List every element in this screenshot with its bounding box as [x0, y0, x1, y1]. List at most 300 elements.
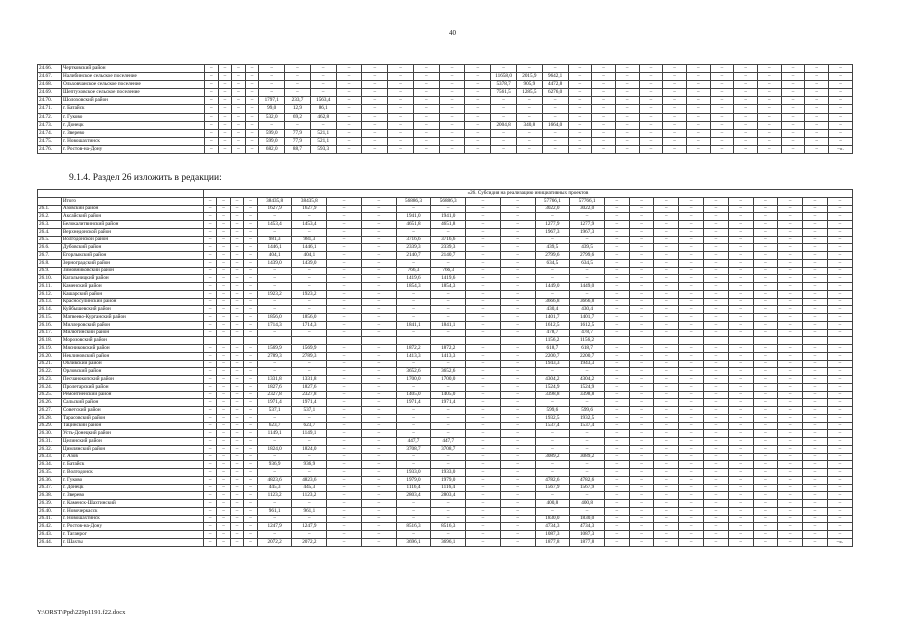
value-cell: – [728, 438, 753, 446]
value-cell: 3666,8 [535, 298, 570, 306]
value-cell: 4304,2 [535, 376, 570, 384]
table-row [38, 321, 853, 329]
value-cell: – [500, 306, 535, 314]
value-cell: – [704, 236, 729, 244]
value-cell: – [604, 407, 629, 415]
value-cell: – [516, 113, 542, 121]
value-cell: – [217, 368, 230, 376]
value-cell: – [230, 345, 243, 353]
value-cell: – [203, 267, 216, 275]
value-cell: 3696,1 [396, 538, 431, 546]
value-cell: – [230, 236, 243, 244]
value-cell: – [734, 113, 758, 121]
value-cell: – [203, 538, 216, 546]
value-cell: – [778, 531, 803, 539]
value-cell: – [704, 523, 729, 531]
value-cell: – [230, 438, 243, 446]
value-cell: – [396, 329, 431, 337]
value-cell: – [244, 376, 257, 384]
value-cell: – [654, 197, 679, 205]
value-cell: – [310, 121, 336, 129]
value-cell: – [827, 283, 852, 291]
value-cell: – [230, 399, 243, 407]
value-cell: – [803, 492, 828, 500]
row-name: г. Ростов-на-Дону [61, 523, 203, 531]
value-cell: – [654, 283, 679, 291]
value-cell: – [592, 81, 616, 89]
value-cell: – [604, 298, 629, 306]
value-cell: – [230, 252, 243, 260]
value-cell: – [232, 105, 246, 113]
value-cell: – [803, 345, 828, 353]
value-cell: – [654, 376, 679, 384]
value-cell: – [604, 306, 629, 314]
value-cell: – [217, 236, 230, 244]
value-cell: 634,5 [570, 259, 605, 267]
value-cell: – [604, 430, 629, 438]
value-cell: – [388, 137, 414, 145]
value-cell: 3089,2 [570, 453, 605, 461]
value-cell: – [500, 329, 535, 337]
value-cell: – [491, 129, 517, 137]
value-cell: 1569,9 [292, 345, 327, 353]
value-cell: 521,1 [310, 129, 336, 137]
value-cell: – [629, 445, 654, 453]
value-cell: – [728, 414, 753, 422]
table-row [38, 89, 853, 97]
value-cell: – [413, 113, 439, 121]
value-cell: – [639, 145, 663, 153]
value-cell: – [217, 329, 230, 337]
value-cell: 57766,1 [535, 197, 570, 205]
value-cell: 1567,9 [570, 484, 605, 492]
value-cell: – [704, 438, 729, 446]
value-cell: – [753, 391, 778, 399]
value-cell: 1563,4 [310, 97, 336, 105]
value-cell: – [217, 321, 230, 329]
value-cell: – [753, 345, 778, 353]
value-cell: – [292, 414, 327, 422]
value-cell: – [654, 383, 679, 391]
value-cell: – [679, 267, 704, 275]
value-cell: – [516, 97, 542, 105]
value-cell: – [244, 531, 257, 539]
value-cell: 3708,7 [431, 445, 466, 453]
value-cell: 12,9 [285, 105, 311, 113]
value-cell: – [803, 298, 828, 306]
value-cell: – [244, 538, 257, 546]
value-cell: – [615, 89, 639, 97]
value-cell: 69,2 [285, 113, 311, 121]
value-cell: – [615, 145, 639, 153]
value-cell: – [604, 345, 629, 353]
value-cell: – [803, 283, 828, 291]
value-cell: – [336, 145, 362, 153]
value-cell: – [535, 492, 570, 500]
value-cell: – [516, 137, 542, 145]
value-cell: 4304,2 [570, 376, 605, 384]
value-cell: – [245, 65, 259, 73]
value-cell: – [604, 461, 629, 469]
value-cell [604, 337, 629, 345]
value-cell: – [604, 492, 629, 500]
value-cell: 3666,8 [570, 298, 605, 306]
value-cell: – [217, 461, 230, 469]
value-cell: – [413, 65, 439, 73]
value-cell: – [686, 97, 710, 105]
value-cell: – [728, 422, 753, 430]
value-cell: – [466, 476, 501, 484]
value-cell: – [466, 275, 501, 283]
value-cell: – [244, 205, 257, 213]
value-cell: – [396, 430, 431, 438]
value-cell: – [465, 145, 491, 153]
value-cell: 478,7 [535, 329, 570, 337]
value-cell: – [728, 244, 753, 252]
value-cell: – [362, 89, 388, 97]
value-cell: – [710, 121, 734, 129]
value-cell: – [230, 422, 243, 430]
value-cell: 1856,0 [257, 314, 292, 322]
value-cell: – [704, 244, 729, 252]
value-cell: – [500, 391, 535, 399]
value-cell: – [396, 259, 431, 267]
value-cell: 1087,3 [570, 531, 605, 539]
value-cell: 478,7 [570, 329, 605, 337]
value-cell: – [827, 391, 852, 399]
value-cell: – [327, 205, 362, 213]
value-cell: – [728, 329, 753, 337]
value-cell: – [803, 414, 828, 422]
value-cell: – [535, 275, 570, 283]
value-cell: 4823,6 [292, 476, 327, 484]
value-cell: 1854,3 [431, 283, 466, 291]
value-cell: – [516, 65, 542, 73]
value-cell: – [203, 329, 216, 337]
value-cell: – [245, 81, 259, 89]
value-cell: – [778, 492, 803, 500]
value-cell: – [803, 290, 828, 298]
row-name: г. Каменск-Шахтинский [61, 500, 203, 508]
value-cell: – [753, 252, 778, 260]
value-cell: – [500, 500, 535, 508]
value-cell: – [491, 145, 517, 153]
value-cell: 2327,8 [257, 391, 292, 399]
row-code: 26.21. [38, 360, 62, 368]
value-cell: – [753, 368, 778, 376]
value-cell: – [654, 360, 679, 368]
value-cell: – [336, 129, 362, 137]
value-cell: 447,7 [396, 438, 431, 446]
value-cell: – [336, 73, 362, 81]
value-cell: 233,7 [285, 97, 311, 105]
value-cell: – [753, 461, 778, 469]
value-cell: – [205, 97, 219, 105]
value-cell: – [805, 145, 829, 153]
value-cell: – [704, 267, 729, 275]
value-cell: – [704, 213, 729, 221]
value-cell: – [570, 399, 605, 407]
value-cell: – [704, 321, 729, 329]
value-cell: – [500, 275, 535, 283]
value-cell: – [466, 283, 501, 291]
value-cell: – [592, 113, 616, 121]
value-cell: – [704, 461, 729, 469]
value-cell: – [778, 399, 803, 407]
value-cell: – [259, 81, 285, 89]
value-cell: – [466, 290, 501, 298]
row-name: Шептуховское сельское поселение [62, 89, 205, 97]
value-cell: – [654, 531, 679, 539]
value-cell: – [500, 469, 535, 477]
value-cell: – [829, 105, 853, 113]
value-cell: – [491, 105, 517, 113]
value-cell [361, 337, 396, 345]
value-cell: 623,7 [292, 422, 327, 430]
value-cell: – [778, 469, 803, 477]
value-cell: – [778, 484, 803, 492]
row-name: Песчанокопский район [61, 376, 203, 384]
value-cell: 1149,1 [257, 430, 292, 438]
value-cell: – [292, 368, 327, 376]
value-cell: – [734, 73, 758, 81]
value-cell [704, 337, 729, 345]
value-cell: – [778, 430, 803, 438]
value-cell: 430,4 [535, 306, 570, 314]
value-cell: – [361, 500, 396, 508]
value-cell: – [396, 360, 431, 368]
value-cell: 1700,0 [396, 376, 431, 384]
value-cell: – [778, 228, 803, 236]
value-cell: – [704, 383, 729, 391]
value-cell: – [629, 267, 654, 275]
value-cell: – [803, 329, 828, 337]
value-cell: 2803,4 [431, 492, 466, 500]
blank-cell [38, 190, 204, 198]
value-cell: – [568, 121, 592, 129]
value-cell: – [629, 290, 654, 298]
value-cell: – [778, 538, 803, 546]
row-code: 26.6. [38, 244, 62, 252]
value-cell: – [679, 290, 704, 298]
value-cell: – [629, 391, 654, 399]
row-code: 26.1. [38, 205, 62, 213]
value-cell: – [604, 236, 629, 244]
value-cell: – [728, 391, 753, 399]
value-cell: – [654, 507, 679, 515]
value-cell: – [361, 290, 396, 298]
value-cell: 1156,2 [535, 337, 570, 345]
row-code: 26.9. [38, 267, 62, 275]
value-cell: – [570, 469, 605, 477]
value-cell: – [654, 221, 679, 229]
value-cell: – [778, 329, 803, 337]
value-cell: – [500, 376, 535, 384]
value-cell [217, 337, 230, 345]
value-cell: – [327, 523, 362, 531]
value-cell: – [829, 113, 853, 121]
value-cell: – [753, 314, 778, 322]
value-cell: – [778, 476, 803, 484]
value-cell: – [217, 298, 230, 306]
value-cell: – [781, 113, 805, 121]
value-cell: – [778, 306, 803, 314]
value-cell: – [604, 290, 629, 298]
value-cell: – [327, 252, 362, 260]
row-name: Целинский район [61, 438, 203, 446]
value-cell: – [827, 259, 852, 267]
value-cell: – [734, 137, 758, 145]
value-cell: – [704, 469, 729, 477]
row-name: г. Зверево [61, 492, 203, 500]
value-cell: – [310, 81, 336, 89]
value-cell: – [679, 345, 704, 353]
value-cell: 1714,3 [292, 321, 327, 329]
row-code: 26.22. [38, 368, 62, 376]
value-cell: – [244, 244, 257, 252]
value-cell: – [827, 228, 852, 236]
table-row [38, 329, 853, 337]
value-cell: – [654, 438, 679, 446]
value-cell: 1277,9 [570, 221, 605, 229]
value-cell: – [245, 97, 259, 105]
value-cell: – [327, 500, 362, 508]
row-name: г. Гуково [62, 113, 205, 121]
value-cell: – [829, 97, 853, 105]
value-cell: – [728, 453, 753, 461]
value-cell: – [728, 531, 753, 539]
value-cell: – [778, 368, 803, 376]
value-cell: 1841,1 [396, 321, 431, 329]
value-cell: – [439, 97, 465, 105]
value-cell: – [361, 345, 396, 353]
value-cell: – [257, 368, 292, 376]
value-cell: – [728, 236, 753, 244]
value-cell: – [686, 145, 710, 153]
value-cell: – [203, 298, 216, 306]
value-cell: – [679, 507, 704, 515]
value-cell: – [232, 129, 246, 137]
value-cell: – [244, 228, 257, 236]
value-cell: – [679, 383, 704, 391]
value-cell: – [604, 368, 629, 376]
value-cell: – [205, 129, 219, 137]
value-cell: – [292, 275, 327, 283]
value-cell: – [431, 314, 466, 322]
value-cell: – [230, 283, 243, 291]
value-cell: 2799,6 [535, 252, 570, 260]
value-cell: – [466, 205, 501, 213]
value-cell: 1413,3 [431, 352, 466, 360]
value-cell: – [758, 97, 782, 105]
value-cell: 1567,9 [535, 484, 570, 492]
value-cell: – [500, 314, 535, 322]
value-cell: – [327, 321, 362, 329]
table-row [38, 137, 853, 145]
value-cell: – [827, 221, 852, 229]
row-name: г. Батайск [62, 105, 205, 113]
value-cell: – [285, 73, 311, 81]
value-cell: – [753, 453, 778, 461]
value-cell: – [327, 538, 362, 546]
value-cell: – [257, 267, 292, 275]
value-cell: – [778, 507, 803, 515]
value-cell: – [629, 507, 654, 515]
value-cell: – [753, 321, 778, 329]
value-cell: – [217, 422, 230, 430]
value-cell: – [230, 306, 243, 314]
value-cell: 766,3 [396, 267, 431, 275]
value-cell: – [704, 306, 729, 314]
value-cell: – [230, 259, 243, 267]
value-cell: – [203, 438, 216, 446]
value-cell: – [734, 81, 758, 89]
value-cell: – [778, 197, 803, 205]
value-cell: – [361, 244, 396, 252]
value-cell: – [803, 213, 828, 221]
value-cell: – [203, 523, 216, 531]
value-cell: – [388, 73, 414, 81]
table-row [38, 438, 853, 446]
value-cell: – [778, 391, 803, 399]
value-cell: 4782,6 [535, 476, 570, 484]
value-cell: 3696,1 [431, 538, 466, 546]
value-cell: – [679, 391, 704, 399]
value-cell: – [203, 476, 216, 484]
value-cell: – [218, 113, 232, 121]
value-cell: – [604, 438, 629, 446]
value-cell: – [592, 129, 616, 137]
value-cell: 2200,7 [535, 352, 570, 360]
value-cell: – [431, 298, 466, 306]
value-cell: – [466, 314, 501, 322]
value-cell: – [704, 492, 729, 500]
value-cell: – [396, 205, 431, 213]
value-cell: – [803, 259, 828, 267]
value-cell: – [778, 345, 803, 353]
value-cell: – [362, 65, 388, 73]
value-cell: 1569,9 [257, 345, 292, 353]
value-cell: – [396, 422, 431, 430]
value-cell: – [466, 438, 501, 446]
value-cell: – [203, 445, 216, 453]
value-cell: – [679, 321, 704, 329]
value-cell: – [535, 438, 570, 446]
value-cell: – [217, 500, 230, 508]
value-cell: – [704, 329, 729, 337]
value-cell: – [466, 453, 501, 461]
value-cell: – [203, 236, 216, 244]
value-cell: – [491, 97, 517, 105]
value-cell: – [310, 73, 336, 81]
value-cell: – [439, 137, 465, 145]
value-cell: – [679, 368, 704, 376]
value-cell: – [781, 121, 805, 129]
value-cell: – [803, 507, 828, 515]
value-cell: 3089,2 [535, 453, 570, 461]
value-cell: – [710, 145, 734, 153]
value-cell: – [217, 259, 230, 267]
value-cell: – [431, 515, 466, 523]
value-cell: – [203, 430, 216, 438]
value-cell: – [466, 236, 501, 244]
value-cell: – [205, 81, 219, 89]
value-cell: – [803, 422, 828, 430]
value-cell: – [336, 97, 362, 105]
value-cell: – [535, 445, 570, 453]
value-cell: – [230, 523, 243, 531]
value-cell: – [570, 438, 605, 446]
